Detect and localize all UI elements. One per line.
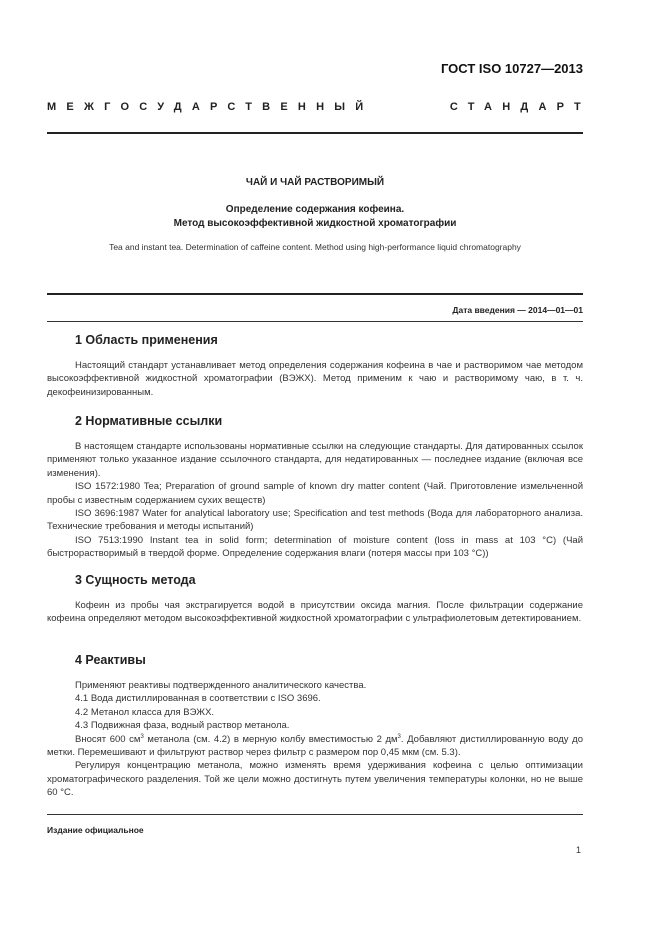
paragraph: Настоящий стандарт устанавливает метод определения содержания кофеина в чае и растворимом чае методом высокоэффективной жидкостной хроматографии (ВЭЖХ). Метод применим к чаю и растворимому чаю, в т. ч. декофеинизированным. <box>47 360 583 398</box>
reference-iso-7513: ISO 7513:1990 Instant tea in solid form; determination of moisture content (loss in mass at 103 °C) (Чай быстрорастворимый в твердой форме. Определение содержания влаги (потеря массы при 103 °C)) <box>47 534 583 560</box>
section-2-heading-wrap <box>75 415 583 428</box>
section-1-heading-wrap <box>75 334 583 347</box>
section-4-heading-wrap <box>75 654 583 667</box>
english-title: Tea and instant tea. Determination of caffeine content. Method using high-performance liquid chromatography <box>109 242 521 252</box>
item-4-1: 4.1 Вода дистиллированная в соответствии с ISO 3696. <box>75 693 321 705</box>
section-4-body <box>47 679 583 800</box>
document-number: ГОСТ ISO 10727—2013 <box>440 61 583 76</box>
paragraph: Кофеин из пробы чая экстрагируется водой в присутствии оксида магния. После фильтрации содержание кофеина определяют методом высокоэффективной жидкостной хроматографии с ультрафиолетовым детектированием. <box>47 600 583 625</box>
section-heading: 2 Нормативные ссылки <box>75 414 223 428</box>
banner-word-standard: СТАНДАРТ <box>449 101 591 113</box>
section-1-body <box>47 359 583 399</box>
paragraph: В настоящем стандарте использованы нормативные ссылки на следующие стандарты. Для датированных ссылок применяют только указанное издание ссылочного стандарта, для недатированных — последнее издание (включая все изменения). <box>47 441 583 479</box>
effective-date: Дата введения — 2014—01—01 <box>452 305 583 315</box>
standard-subtitle <box>47 203 583 231</box>
effective-date-divider <box>47 321 583 322</box>
header-divider <box>47 132 583 134</box>
text-run: метанола (см. 4.2) в мерную колбу вместимостью 2 дм <box>143 733 398 745</box>
subtitle-line-1: Определение содержания кофеина. <box>225 204 405 215</box>
section-heading: 4 Реактивы <box>75 653 146 667</box>
section-3-heading-wrap <box>75 574 583 587</box>
reference-iso-3696: ISO 3696:1987 Water for analytical laboratory use; Specification and test methods (Вода для лабораторного анализа. Технические требования и методы испытаний) <box>47 508 583 533</box>
section-heading: 3 Сущность метода <box>75 573 196 587</box>
item-4-2: 4.2 Метанол класса для ВЭЖХ. <box>75 706 215 718</box>
title-divider <box>47 293 583 295</box>
standard-title: ЧАЙ И ЧАЙ РАСТВОРИМЫЙ <box>245 177 385 188</box>
subtitle-line-2: Метод высокоэффективной жидкостной хроматографии <box>173 218 457 229</box>
superscript: 3 <box>140 733 144 740</box>
mobile-phase-preparation <box>47 733 583 760</box>
text-run: . Добавляют дистиллированную воду до метки. Перемешивают и фильтруют раствор через фильтр с размером пор 0,45 мкм (см. 5.3). <box>47 733 583 759</box>
paragraph: Регулируя концентрацию метанола, можно изменять время удерживания кофеина с целью оптимизации хроматографического разделения. Той же цели можно достигнуть путем увеличения температуры колонки, но не выше 60 °C. <box>47 760 583 799</box>
superscript: 3 <box>397 733 401 740</box>
section-heading: 1 Область применения <box>75 333 218 347</box>
banner-word-interstate: МЕЖГОСУДАРСТВЕННЫЙ <box>47 101 374 113</box>
section-3-body <box>47 599 583 626</box>
paragraph: Применяют реактивы подтвержденного аналитического качества. <box>75 680 367 691</box>
footer-divider <box>47 814 583 815</box>
official-edition-label: Издание официальное <box>47 825 144 835</box>
item-4-3: 4.3 Подвижная фаза, водный раствор метанола. <box>75 720 290 732</box>
text-run: Вносят 600 см <box>75 733 141 745</box>
section-2-body <box>47 440 583 561</box>
page-number: 1 <box>575 845 581 855</box>
reference-iso-1572: ISO 1572:1980 Tea; Preparation of ground sample of known dry matter content (Чай. Приготовление измельченной пробы с известным содержанием сухих веществ) <box>47 481 583 506</box>
